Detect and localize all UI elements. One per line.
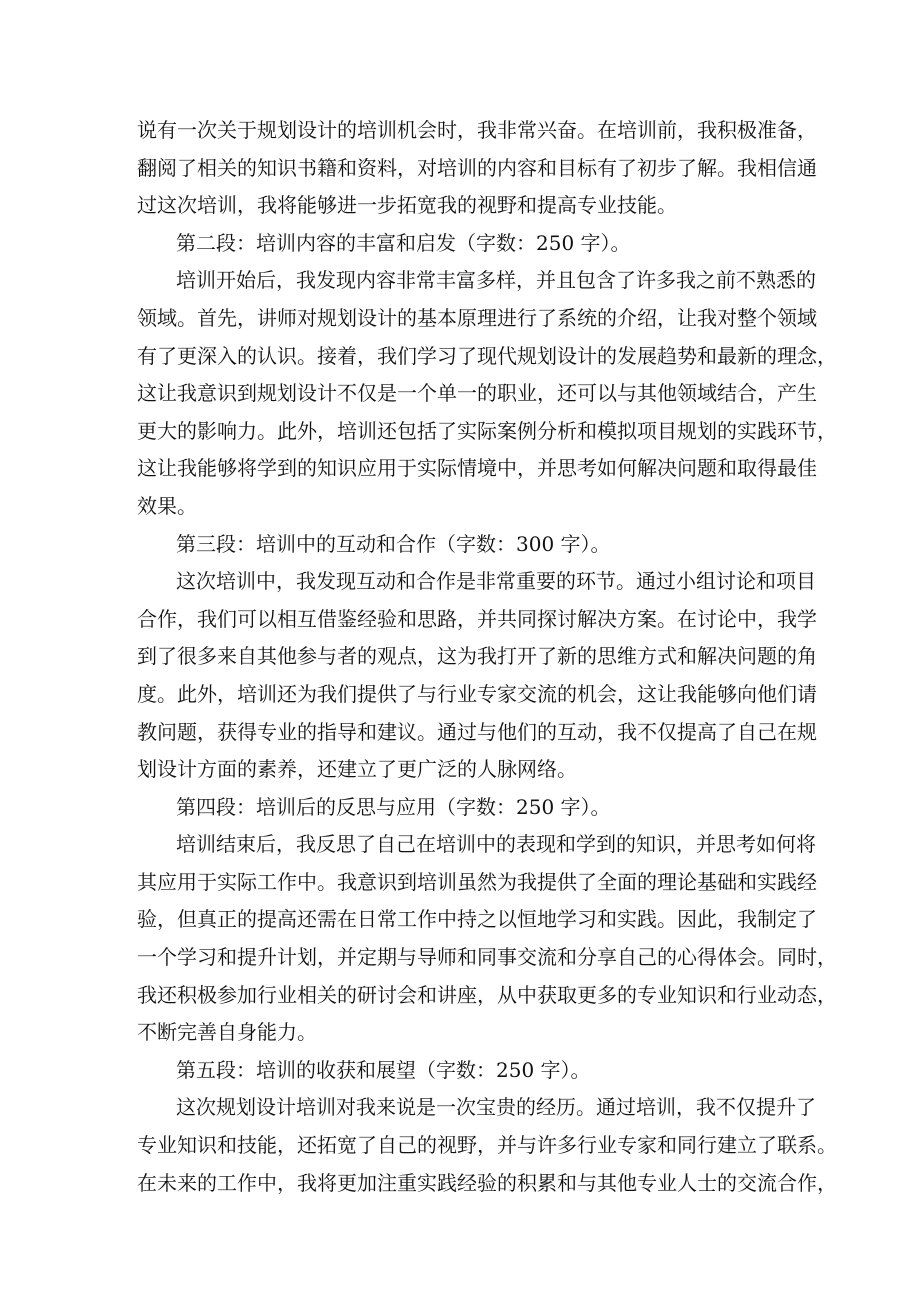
text-line: 度。此外，培训还为我们提供了与行业专家交流的机会，这让我能够向他们请 [137, 681, 817, 706]
text-line: 一个学习和提升计划，并定期与导师和同事交流和分享自己的心得体会。同时， [137, 945, 837, 970]
text-line: 其应用于实际工作中。我意识到培训虽然为我提供了全面的理论基础和实践经 [137, 869, 817, 894]
section-heading: 第二段：培训内容的丰富和启发（字数：250 字）。 [176, 230, 631, 255]
document-body [137, 112, 837, 1202]
text-line: 合作，我们可以相互借鉴经验和思路，并共同探讨解决方案。在讨论中，我学 [137, 606, 817, 631]
text-line: 划设计方面的素养，还建立了更广泛的人脉网络。 [137, 757, 577, 782]
text-line: 这让我能够将学到的知识应用于实际情境中，并思考如何解决问题和取得最佳 [137, 456, 817, 481]
text-line: 效果。 [137, 493, 197, 518]
text-line: 验，但真正的提高还需在日常工作中持之以恒地学习和实践。因此，我制定了 [137, 907, 817, 932]
text-line: 这次培训中，我发现互动和合作是非常重要的环节。通过小组讨论和项目 [176, 569, 816, 594]
text-line: 说有一次关于规划设计的培训机会时，我非常兴奋。在培训前，我积极准备， [137, 118, 817, 142]
section-heading: 第三段：培训中的互动和合作（字数：300 字）。 [176, 531, 611, 556]
text-line: 过这次培训，我将能够进一步拓宽我的视野和提高专业技能。 [137, 193, 677, 218]
text-line: 翻阅了相关的知识书籍和资料，对培训的内容和目标有了初步了解。我相信通 [137, 155, 817, 180]
text-line: 到了很多来自其他参与者的观点，这为我打开了新的思维方式和解决问题的角 [137, 644, 817, 669]
text-line: 在未来的工作中，我将更加注重实践经验的积累和与其他专业人士的交流合作， [137, 1170, 837, 1195]
text-line: 培训开始后，我发现内容非常丰富多样，并且包含了许多我之前不熟悉的 [176, 268, 816, 293]
text-line: 教问题，获得专业的指导和建议。通过与他们的互动，我不仅提高了自己在规 [137, 719, 817, 744]
text-line: 专业知识和技能，还拓宽了自己的视野，并与许多行业专家和同行建立了联系。 [137, 1133, 837, 1158]
text-line: 这让我意识到规划设计不仅是一个单一的职业，还可以与其他领域结合，产生 [137, 381, 817, 406]
text-line: 我还积极参加行业相关的研讨会和讲座，从中获取更多的专业知识和行业动态， [137, 982, 837, 1007]
text-line: 更大的影响力。此外，培训还包括了实际案例分析和模拟项目规划的实践环节， [137, 418, 837, 443]
section-heading: 第四段：培训后的反思与应用（字数：250 字）。 [176, 794, 611, 819]
text-line: 这次规划设计培训对我来说是一次宝贵的经历。通过培训，我不仅提升了 [176, 1095, 816, 1120]
section-heading: 第五段：培训的收获和展望（字数：250 字）。 [176, 1057, 591, 1082]
text-line: 培训结束后，我反思了自己在培训中的表现和学到的知识，并思考如何将 [176, 832, 816, 857]
text-line: 不断完善自身能力。 [137, 1020, 317, 1045]
text-line: 有了更深入的认识。接着，我们学习了现代规划设计的发展趋势和最新的理念， [137, 343, 837, 368]
text-line: 领域。首先，讲师对规划设计的基本原理进行了系统的介绍，让我对整个领域 [137, 305, 817, 330]
